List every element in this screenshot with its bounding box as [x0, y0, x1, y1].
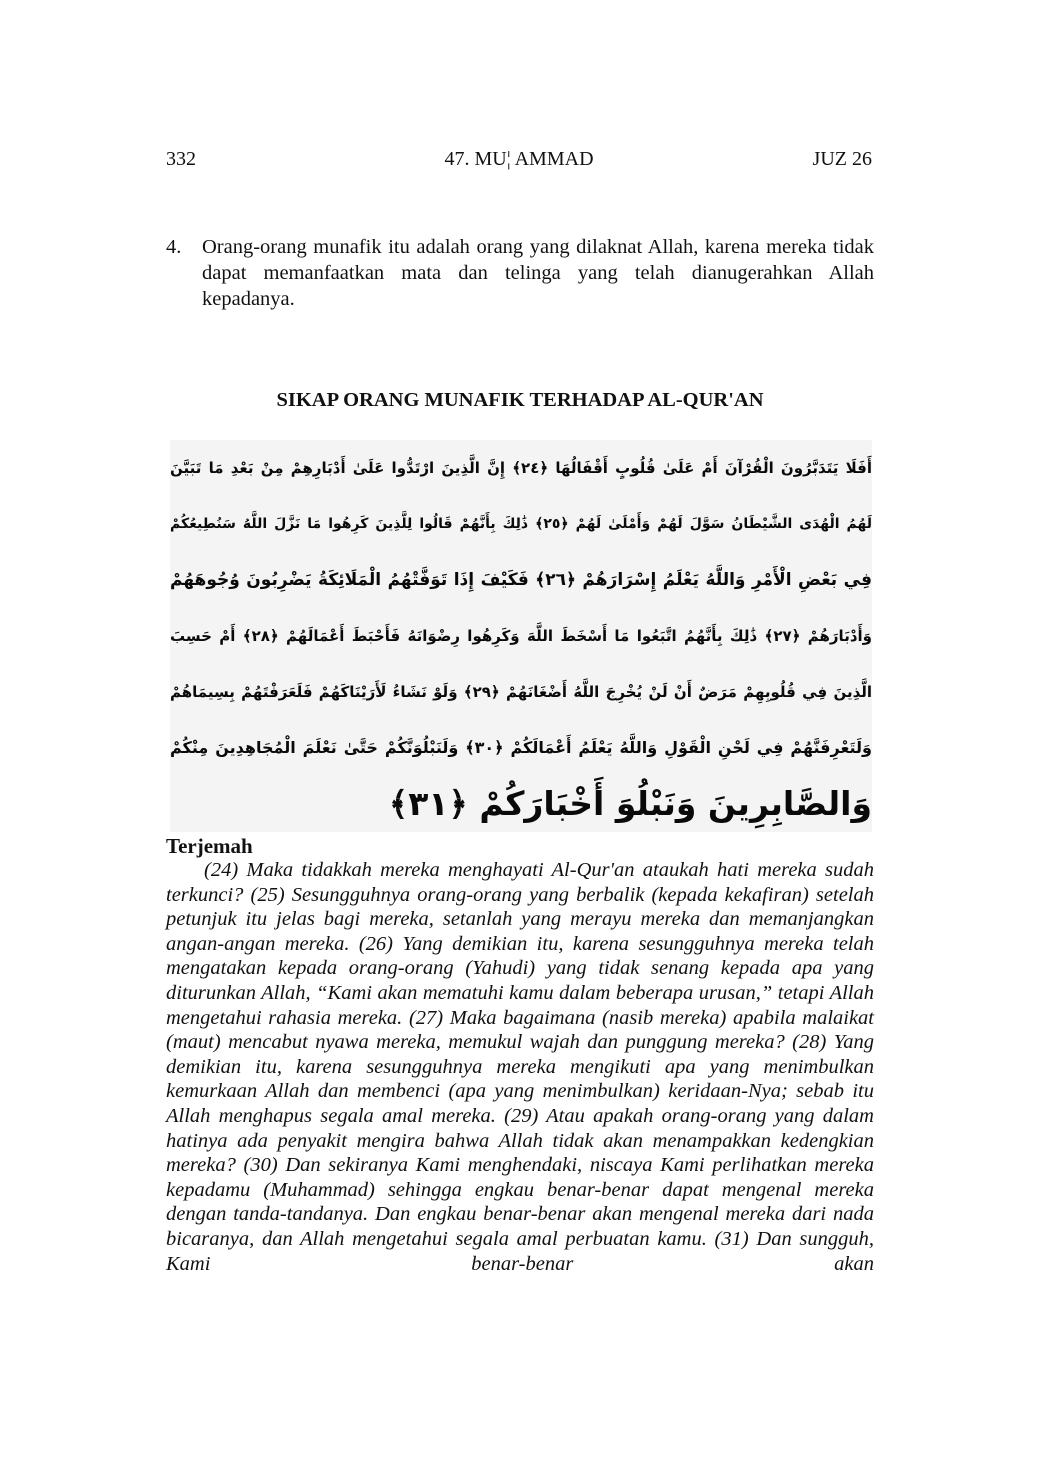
arabic-verses — [170, 440, 872, 832]
page-number: 332 — [166, 148, 196, 170]
surah-title: 47. MU¦ AMMAD — [444, 148, 594, 170]
arabic-line: وَأَدْبَارَهُمْ ﴿٢٧﴾ ذَٰلِكَ بِأَنَّهُمُ اتَّبَعُوا مَا أَسْخَطَ اللَّهَ وَكَرِهُوا رِضْوَانَهُ فَأَحْبَطَ أَعْمَالَهُمْ ﴿٢٨﴾ أَمْ حَسِبَ — [170, 627, 872, 645]
arabic-line: وَلَتَعْرِفَنَّهُمْ فِي لَحْنِ الْقَوْلِ وَاللَّهُ يَعْلَمُ أَعْمَالَكُمْ ﴿٣٠﴾ وَلَنَبْلُوَنَّكُمْ حَتَّىٰ نَعْلَمَ الْمُجَاهِدِينَ مِنْكُمْ — [170, 738, 872, 757]
translation-text: (24) Maka tidakkah mereka menghayati Al-Qur'an ataukah hati mereka sudah terkunci? (25) Sesungguhnya orang-orang yang berbalik (kepada kekafiran) setelah petunjuk itu jelas bagi mereka, setanlah yang merayu mereka dan memanjangkan angan-angan mereka. (26) Yang demikian itu, karena sesungguhnya mereka telah mengatakan kepada orang-orang (Yahudi) yang tidak senang kepada apa yang diturunkan Allah, “Kami akan mematuhi kamu dalam beberapa urusan,” tetapi Allah mengetahui rahasia mereka. (27) Maka bagaimana (nasib mereka) apabila malaikat (maut) mencabut nyawa mereka, memukul wajah dan punggung mereka? (28) Yang demikian itu, karena sesungguhnya mereka mengikuti apa yang menimbulkan kemurkaan Allah dan membenci (apa yang menimbulkan) keridaan-Nya; sebab itu Allah menghapus segala amal mereka. (29) Atau apakah orang-orang yang dalam hatinya ada penyakit mengira bahwa Allah tidak akan menampakkan kedengkian mereka? (30) Dan sekiranya Kami menghendaki, niscaya Kami perlihatkan mereka kepadamu (Muhammad) sehingga engkau benar-benar dapat mengenal mereka dengan tanda-tandanya. Dan engkau benar-benar akan mengenal mereka dari nada bicaranya, dan Allah mengetahui segala amal perbuatan kamu. (31) Dan sungguh, Kami benar-benar akan — [166, 859, 874, 1275]
juz-label: JUZ 26 — [812, 148, 872, 170]
arabic-line: وَالصَّابِرِينَ وَنَبْلُوَ أَخْبَارَكُمْ ﴿٣١﴾ — [388, 784, 872, 823]
arabic-line: لَهُمُ الْهُدَى الشَّيْطَانُ سَوَّلَ لَهُمْ وَأَمْلَىٰ لَهُمْ ﴿٢٥﴾ ذَٰلِكَ بِأَنَّهُمْ قَالُوا لِلَّذِينَ كَرِهُوا مَا نَزَّلَ اللَّهُ سَنُطِيعُكُمْ — [170, 516, 872, 532]
page-header — [166, 146, 872, 172]
translation-heading: Terjemah — [166, 834, 253, 858]
point-number: 4. — [166, 236, 182, 258]
numbered-point — [166, 234, 874, 312]
arabic-line: أَفَلَا يَتَدَبَّرُونَ الْقُرْآنَ أَمْ عَلَىٰ قُلُوبٍ أَقْفَالُهَا ﴿٢٤﴾ إِنَّ الَّذِينَ ارْتَدُّوا عَلَىٰ أَدْبَارِهِمْ مِنْ بَعْدِ مَا تَبَيَّنَ — [170, 459, 872, 477]
section-title: SIKAP ORANG MUNAFIK TERHADAP AL-QUR'AN — [276, 389, 764, 411]
arabic-line: فِي بَعْضِ الْأَمْرِ وَاللَّهُ يَعْلَمُ إِسْرَارَهُمْ ﴿٢٦﴾ فَكَيْفَ إِذَا تَوَفَّتْهُمُ الْمَلَائِكَةُ يَضْرِبُونَ وُجُوهَهُمْ — [170, 570, 872, 590]
arabic-line: الَّذِينَ فِي قُلُوبِهِمْ مَرَضٌ أَنْ لَنْ يُخْرِجَ اللَّهُ أَضْغَانَهُمْ ﴿٢٩﴾ وَلَوْ نَشَاءُ لَأَرَيْنَاكَهُمْ فَلَعَرَفْتَهُمْ بِسِيمَاهُمْ — [170, 683, 872, 701]
point-text: Orang-orang munafik itu adalah orang yang dilaknat Allah, karena mereka tidak dapat memanfaatkan mata dan telinga yang telah dianugerahkan Allah kepadanya. — [202, 236, 874, 310]
